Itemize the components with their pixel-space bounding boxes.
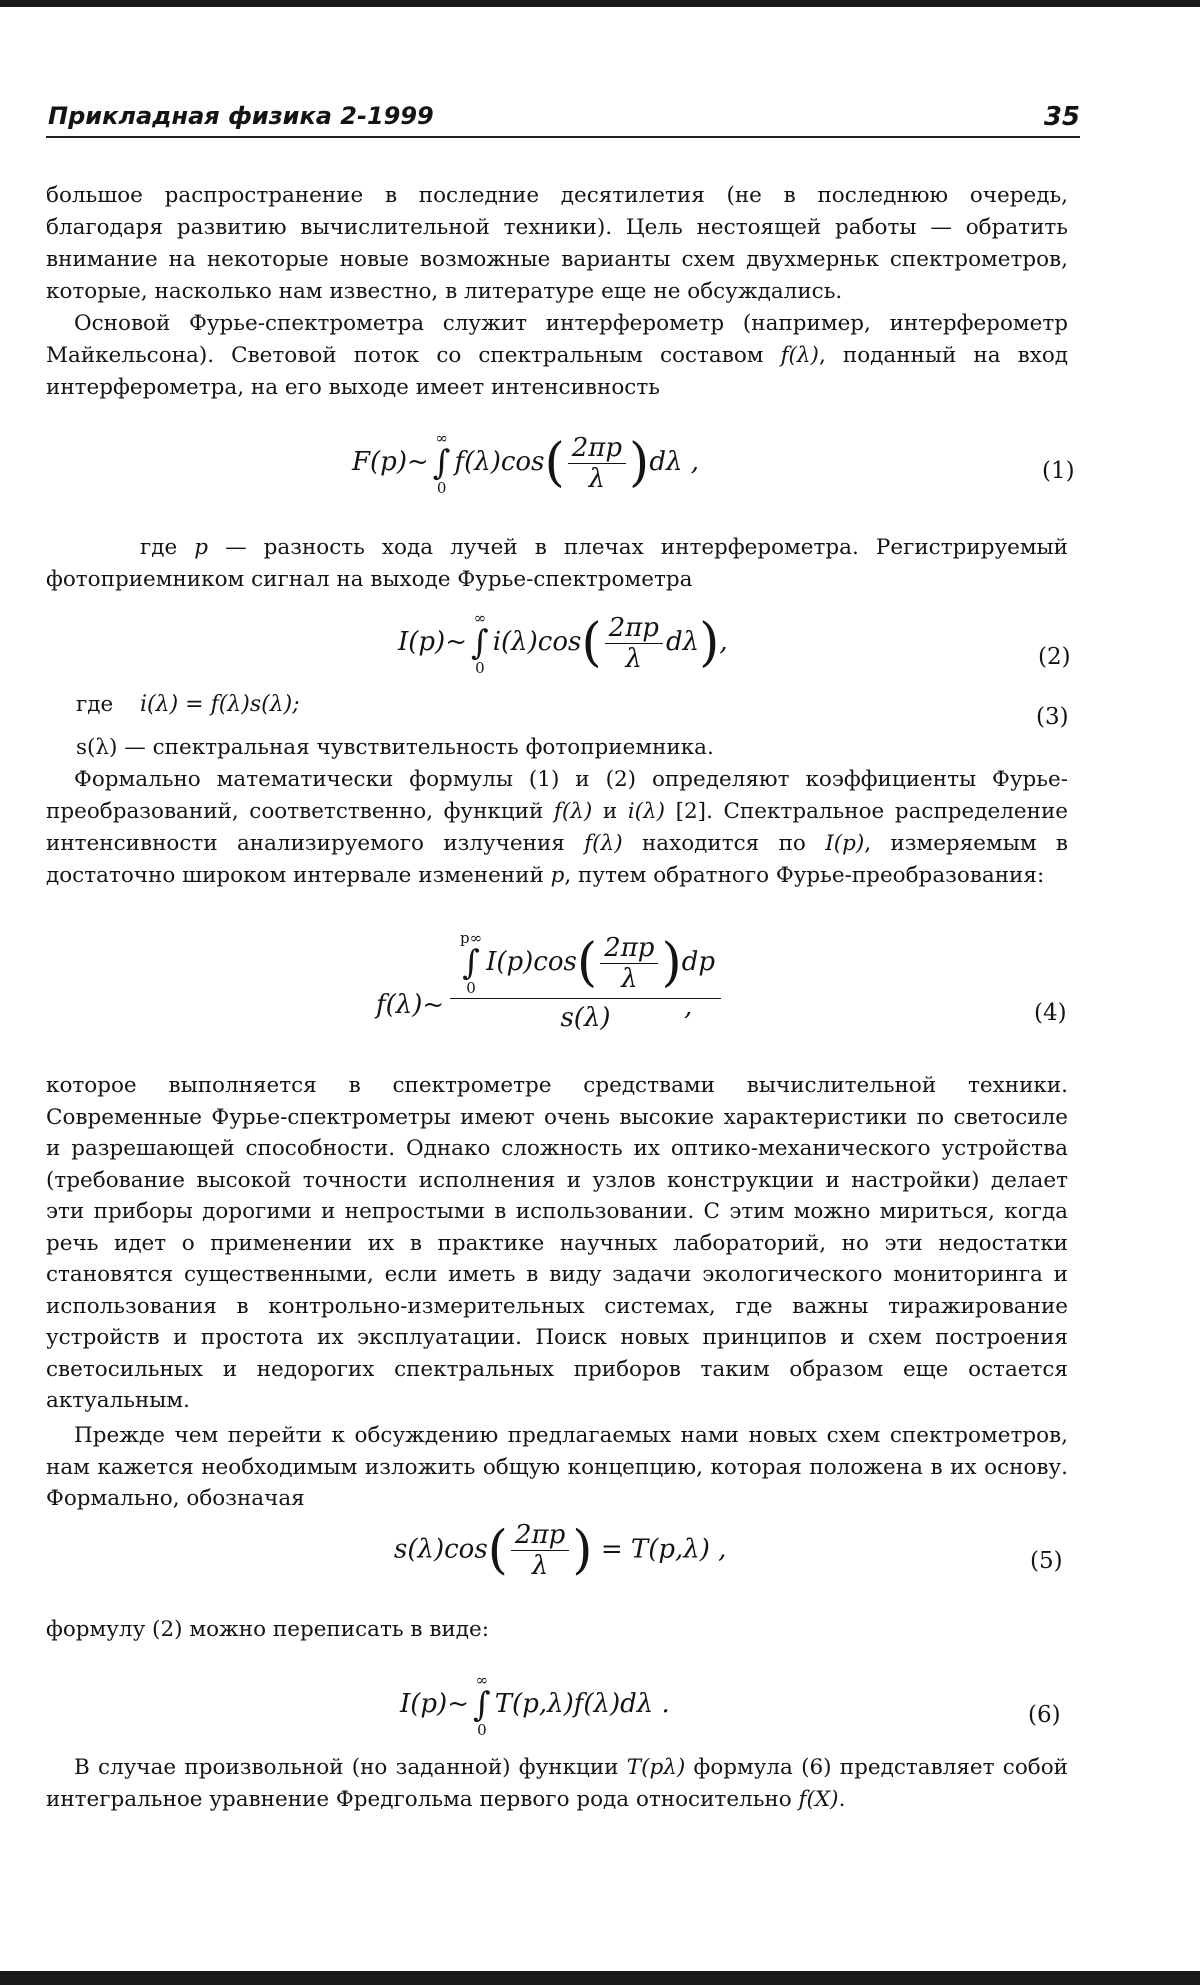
equation-number-5: (5)	[1030, 1548, 1063, 1574]
page-header	[46, 96, 1080, 138]
paragraph-modern-spectrometers: которое выполняется в спектрометре средствами вычислительной техники. Современные Фурье-спектрометры имеют очень высокие характеристики по светосиле и разрешающей способности. Однако сложность их оптико-механического устройства (требование высокой точности исполнения и узлов конструкции и настройки) делает эти приборы дорогими и непростыми в использовании. С этим можно мириться, когда речь идет о применении их в практике научных лабораторий, но эти недостатки становятся существенными, если иметь в виду задачи экологического мониторинга и использования в контрольно-измерительных системах, где важны тиражирование устройств и простота их эксплуатации. Поиск новых принципов и схем построения светосильных и недорогих спектральных приборов таким образом еще остается актуальным.	[46, 1073, 1068, 1413]
paragraph-rewrite: формулу (2) можно переписать в виде:	[46, 1617, 489, 1642]
equation-number-1: (1)	[1042, 458, 1075, 484]
scan-top-edge	[0, 0, 1200, 7]
page-number: 35	[1043, 102, 1080, 132]
journal-title: Прикладная физика 2-1999	[48, 102, 434, 130]
paragraph-intro: большое распространение в последние десятилетия (не в последнюю очередь, благодаря развитию вычислительной техники). Цель нестоящей работы — обратить внимание на некоторые новые возможные варианты схем двухмерньк спектрометров, которые, насколько нам известно, в литературе еще не обсуждались.	[46, 183, 1068, 304]
equation-number-6: (6)	[1028, 1702, 1061, 1728]
paragraph-fourier-transform: Формально математически формулы (1) и (2) определяют коэффициенты Фурье-преобразований, соответственно, функций f(λ) и i(λ) [2]. Спектральное распределение интенсивности анализируемого излучения f(λ) находится по I(p), измеряемым в достаточно широком интервале изменений p, путем обратного Фурье-преобразования:	[46, 767, 1068, 888]
equation-number-3: (3)	[1036, 704, 1069, 730]
paragraph-sensitivity: s(λ) — спектральная чувствительность фотоприемника.	[76, 735, 714, 760]
equation-number-2: (2)	[1038, 644, 1071, 670]
paragraph-path-difference: где p — разность хода лучей в плечах интерферометра. Регистрируемый фотоприемником сигнал на выходе Фурье-спектрометра	[46, 535, 1068, 592]
paragraph-interferometer: Основой Фурье-спектрометра служит интерферометр (например, интерферометр Майкельсона). Световой поток со спектральным составом f(λ), поданный на вход интерферометра, на его выходе имеет интенсивность	[46, 311, 1069, 400]
paragraph-concept: Прежде чем перейти к обсуждению предлагаемых нами новых схем спектрометров, нам кажется необходимым изложить общую концепцию, которая положена в их основу. Формально, обозначая	[46, 1423, 1068, 1511]
scan-bottom-edge	[0, 1971, 1200, 1985]
paragraph-fredholm: В случае произвольной (но заданной) функции T(pλ) формула (6) представляет собой интегральное уравнение Фредгольма первого рода относительно f(X).	[46, 1755, 1068, 1812]
equation-number-4: (4)	[1034, 1000, 1067, 1026]
